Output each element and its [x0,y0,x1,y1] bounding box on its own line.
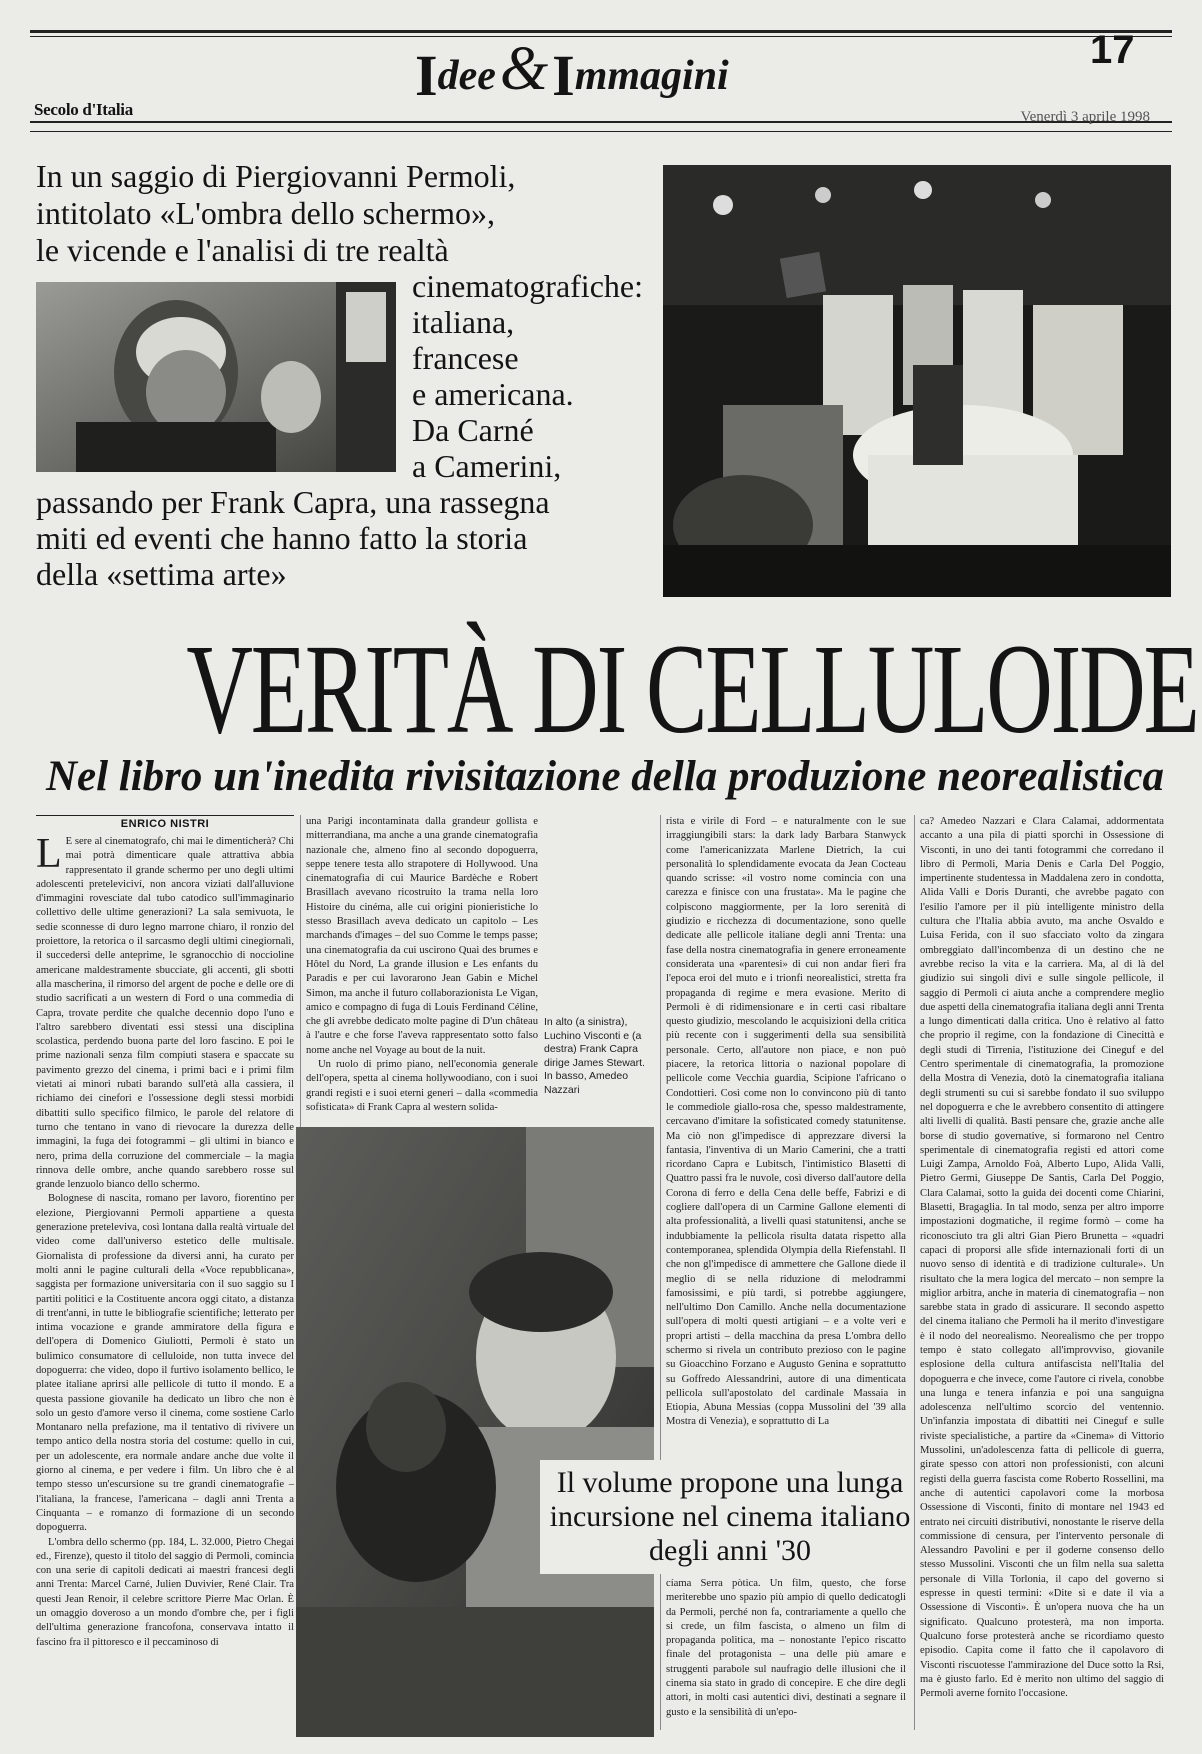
kicker-line: passando per Frank Capra, una rassegna [36,484,550,520]
masthead: Secolo d'Italia [34,100,133,119]
paragraph: E sere al cinematografo, chi mai le dimenticherà? Chi mai potrà dimenticare quale attrattiva abbia rappresentato il grande schermo per uno degli ultimi adolescenti preteleviciví, non ancora viziati dall'alluvione d'immagini rovesciate dal tubo catodico sull'immaginario collettivo delle ultime generazioni? La sala semivuota, le sedie sconnesse di duro legno marrone chiaro, il ronzio del proiettore, la retorica o il sarcasmo degli ultimi cinegiornali, il succedersi delle anteprime, le sgranocchio di noccioline americane maldestramente sbucciate, gli accenti, gli sbotti alla mascherina, il rimorso del argent de poche e delle ore di studio sacrificati a un western di Ford o una commedia di Capra, trovate perdite che qualche decennio dopo l'uno e l'altro sarebbero diventati essi stessi una disciplina scolastica, perdendo buona parte del loro fascino. E poi le prime nazionali senza film compiuti stasera e spaccate su pavimento grezzo del cinema, i primi baci e i primi film vietati ai minori rubati barando sull'età alla cassiera, il richiamo dei cinefori e l'ossessione degli stessi morbidi dibattiti sullo specifico filmico, le parole del relatore di turno che tentano in vano di rievocare la durezza delle immagini, la fuga dei fotogrammi – gli ultimi in bianco e nero, prima della corruzione del commerciale – la magia rinnova delle ombre, anche quando sarebbero rosse sul grande lenzuolo bianco dello schermo. [36,836,294,1191]
paragraph: cíama Serra pòtica. Un film, questo, che forse meriterebbe uno spazio più ampio di quello dedicatogli da Permoli, perché non fa, contrariamente a quello che si crede, un film fascista, o almeno un film di propaganda politica, ma – nonostante l'epico riscatto finale del protagonista – una delle più amare e struggenti parabole sul naufragio delle illusioni che il cinema sia stato in grado di concepire. E che dire degli attori, in molti casi autentici divi, destinati a segnare il gusto e la sensibilità di un'epo- [666,1578,906,1718]
kicker-line: miti ed eventi che hanno fatto la storia [36,520,528,556]
kicker-line: In un saggio di Piergiovanni Permoli, [36,158,516,194]
paragraph: ca? Amedeo Nazzari e Clara Calamai, addormentata accanto a una pila di piatti sporchi in Ossessione di Visconti, in uno dei tanti fotogrammi che corredano il libro di Permoli, Maria Denis e Carla Del Poggio, impertinente studentessa in Maddalena zero in condotta, Alida Valli e Doris Duranti, che avrebbe pagato con l'esilio l'amore per il più intelligente ministro della cultura che l'Italia abbia avuto, ma anche Osvaldo e Luisa Ferida, con il suo sfacciato volto da zingara ombreggiato dall'incombenza di un destino che ne avrebbe reciso la vita e la carriera. Ma, al di là del giudizio sui singoli divi e sulle singole pellicole, il saggio di Permoli ci aiuta anche a comprendere meglio due aspetti della cinematografia italiana degli anni Trenta a lungo dimenticati dalla critica. Uno è relativo al fatto che proprio il regime, con la fondazione di Cinecittà e degli studi di Tirrenia, l'istituzione dei Cineguf e del Centro sperimentale di cinematografia, la promozione della Mostra di Venezia, dotò la cinematografia italiana degli strumenti su cui si sarebbe fondato il suo sviluppo nel dopoguerra e che le avrebbero consentito di attingere alti livelli di qualità. Basti pensare che, grazie anche alle borse di studio governative, si formarono nel Centro sperimentale di cinematografia registi ed attori come Luigi Zampa, Arnoldo Foà, Alberto Lupo, Alida Valli, Pietro Germi, Giuseppe De Santis, Carla Del Poggio, Clara Calamai, sotto la guida dei docenti come Chiarini, Blasetti, Bragaglia. In tal modo, senza per altro imporre impostazioni dogmatiche, il regime formò – come ha riconosciuto tra gli altri Gian Piero Brunetta – «quadri capaci di proporsi alle sfide internazionali forti di un nuovo senso di identità e di tradizione culturale». Un risultato che la mera logica del mercato – non sempre la miglior arbitra, anche in materia di cinematografia – non sarebbe stata in grado di assicurare. Il secondo aspetto del cinema italiano che Permoli ha il merito d'investigare è il nodo del neorealismo. Neorealismo che per troppo tempo è stato collegato all'improvviso, giovanile esplosione della cultura antifascista nell'Italia del dopoguerra e che invece, come l'autore ci rivela, conobbe una lunga e tenera infanzia e poi una sanguigna adolescenza nell'ultimo scorcio del ventennio. Un'infanzia impostata di dibattiti nei Cineguf e sulle riviste specialistiche, a partire da «Cinema» di Vittorio Mussolini, un'adolescenza fatta di pellicole di guerra, girate spesso con attori non professionisti, con alcuni registi della guerra fascista come Roberto Rossellini, ma anche di autentici capolavori come la morbosa Ossessione di Visconti, finito di montare nel 1943 ed entrato nei circuiti distributivi, nonostante le riserve della commissione di censura, per l'intervento personale di Alessandro Pavolini e per il goderne consenso dello stesso Mussolini. Visconti che un film nella sua saletta personale di Villa Torlonia, il capo del governo si espresse in questi termini: «Dite sì e date il via a Ossessione di Visconti». È un'opera nuova che ha un significato. Qualcuno protesterà, ma non importa. Qualcuno forse protesterà anche se ricordiamo questo episodio. Capita come il fatto che il capolavoro di Visconti riscuotesse l'ammirazione del Duce sotto la Rsi, ma è giusto farlo. Ed è merito non ultimo del saggio di Permoli averne fornito l'occasione. [920,816,1164,1700]
kicker-line: a Camerini, [412,448,562,484]
capra-set-photo [663,165,1171,597]
body-column-2 [306,815,538,1113]
masthead-rule-2 [30,131,1172,132]
paragraph: rista e virile di Ford – e naturalmente con le sue irraggiungibili stars: la dark lady Barbara Stanwyck come l'americanizzata Marlene Dietrich, la cui personalità lo splendidamente evocata da Jean Cocteau quando scrisse: «il vostro nome comincia con una carezza e finisce con una frustata». Ma le pagine che colpiscono maggiormente, per la loro serenità di giudizio e ricchezza di documentazione, sono quelle dedicate alle pellicole italiane degli anni Trenta: una fase della nostra cinematografia in genere erroneamente considerata una «parentesi» di cui non andar fieri fra l'epoca eroi del muto e i trionfi neorealistici, stretta fra propaganda di regime e mera evasione. Merito di Permoli è di ridimensionare e in certi casi ribaltare questo giudizio, mescolando le acquisizioni della critica più recente con i suggerimenti della sua sensibilità personale. Certo, all'autore non piace, e non può piacere, la retorica littoria o nazional popolare di pellicole come Vecchia guardia, Scipione l'africano o Condottieri. Così come non lo convincono più di tanto le commediole giallo-rosa che, spesso maldestramente, cercavano d'imitare la sofisticated comedy statunitense. Ma ciò non gl'impedisce di apprezzare diversi la fantasia, l'inventiva di un Mario Camerini, che a tratti ricordano Capra e Lubitsch, l'intimistico Blasetti di Quattro passi fra le nuvole, così diverso dall'autore della Corona di ferro e della Cena delle beffe, Fabrizi e di cogliere dall'opera di un Carmine Gallone elementi di alta professionalità, a livelli quasi statunitensi, anche se indubbiamente la pellicola risulta datata rispetto alla contemporanea, splendida Olympia della Riefenstahl. Il che non gl'impedisce di ammettere che Gallone diede il meglio di se nella riduzione di melodrammi famosissimi, e più tardi, si potrebbe aggiungere, nell'ultimo Don Camillo. Anche nella documentazione sull'opera di molti questi artigiani – e a volte veri e propri artisti – della macchina da presa L'ombra dello schermo si rivela un contributo prezioso con le pagine su Gioacchino Forzano e Augusto Genina e soprattutto su Goffredo Alessandrini, autore di una dimenticata pellicola sull'apostolato del cardinale Massaia in Etiopia, Abuna Messias (coppa Mussolini del '39 alla Mostra di Venezia), e soprattutto di La [666,816,906,1428]
paragraph: Bolognese di nascita, romano per lavoro, fiorentino per elezione, Piergiovanni Permoli appartiene a questa generazione preteleviva, così lontana dalla realtà virtuale del video come dall'universo estetico delle multisale. Giornalista di professione da diversi anni, ha curato per molti anni le pagine culturali della «Voce repubblicana», saggista per formazione universitaria con il suo saggio su I partiti politici e la Costituente ancora oggi citato, a distanza di trent'anni, in tutte le bibliografie scientifiche; letterato per intima vocazione e grande ammiratore della figura e dell'opera di Domenico Giuliotti, Permoli è stato un bulimico consumatore di celluloide, non tutta invece del dopoguerra: che video, dopo il furtivo isolamento bellico, le platee italiane aprirsi alle pellicole di tutto il mondo. E a questa passione giovanile ha dedicato un libro che non è solo un gesto d'amore verso il cinema, come sostiene Carlo Montanaro nella prefazione, ma il tentativo di rivivere un tempo antico della nostra storia del costume: quello in cui, per un adolescente, era normale andare anche due volte il giorno al cinema, e per vedere i film. Un libro che è al tempo stesso un'escursione su tre grandi cinematografie – l'italiana, la francese, l'americana – dagli anni Trenta a Cinquanta – e romanzo di formazione di un secondo dopoguerra. [36,1193,294,1534]
deck: Nel libro un'inedita rivisitazione della produzione neorealistica [45,753,1165,800]
kicker-line: le vicende e l'analisi di tre realtà [36,232,449,268]
kicker-line: e americana. [412,376,574,412]
body-column-3-continued [666,1577,906,1735]
issue-date: Venerdì 3 aprile 1998 [1020,109,1150,125]
page-number: 17 [1090,28,1135,72]
pull-quote: Il volume propone una lunga incursione nel cinema italiano degli anni '30 [540,1460,920,1574]
paragraph: una Parigi incontaminata dalla grandeur gollista e mitterrandiana, ma anche a una grande cinematografia nazionale che, almeno fino al secondo dopoguerra, seppe tenere testa allo strapotere di Hollywood. Una cinematografia di cui Maurice Bardèche e Robert Brasillach avevano ricostruito la trama nella loro Histoire du cinéma, alle cui origini pionieristiche lo stesso Brasillach aveva dedicato un capitolo – Les marchands d'images – del suo Comme le temps passe; una cinematografia da cui uscirono Quai des brumes e Hôtel du Nord, La grande illusion e Les enfants du Paradis e per cui lavorarono Jean Gabin e Michel Simon, ma anche il futuro collaborazionista Le Vigan, amico e compagno di fuga di Louis Ferdinand Céline, che gli avrebbe dedicato molte pagine di D'un château à l'autre e che forse l'aveva rappresentato sotto falso nome anche nel Voyage au bout de la nuit. [306,816,538,1056]
nazzari-photo [296,1127,654,1737]
drop-cap: L [36,831,62,877]
section-ampersand: & [499,35,549,103]
kicker-line: cinematografiche: [412,268,643,304]
paragraph: L'ombra dello schermo (pp. 184, L. 32.000, Pietro Chegai ed., Firenze), questo il titolo del saggio di Permoli, comincia con una serie di capitoli dedicati ai maestri francesi degli anni Trenta: Marcel Carné, Julien Duvivier, René Clair. Tra questi Jean Renoir, il celebre scrittore Pierre Mac Orlan. È un omaggio doveroso a un mondo d'ombre che, per i figli dell'ultima generazione francofona, conservava intatto il fascino fra il pittoresco e il peccaminoso di [36,1536,294,1648]
section-word-2: mmagini [574,53,729,99]
body-column-4 [920,815,1164,1730]
body-column-3 [666,815,906,1455]
kicker-line: intitolato «L'ombra dello schermo», [36,195,495,231]
visconti-photo [36,282,396,472]
headline: VERITÀ DI CELLULOIDE [186,618,1198,760]
section-title [415,34,795,108]
section-initial-1: I [415,43,438,108]
kicker-line: italiana, [412,304,515,340]
kicker-line: francese [412,340,519,376]
column-divider [914,815,915,1730]
top-rule [30,30,1172,33]
kicker-line: della «settima arte» [36,556,287,592]
column-divider [660,815,661,1730]
paragraph: Un ruolo di primo piano, nell'economia generale dell'opera, spetta al cinema hollywoodiano, con i suoi grandi registi e i suoi eterni generi – dalla «commedia sofisticata» di Frank Capra al western solida- [306,1059,538,1113]
kicker-line: Da Carné [412,412,534,448]
body-column-1 [36,831,294,1730]
section-initial-2: I [552,43,575,108]
byline: ENRICO NISTRI [36,815,294,830]
photo-caption: In alto (a sinistra), Luchino Visconti e (a destra) Frank Capra dirige James Stewart. In basso, Amedeo Nazzari [544,1016,645,1096]
section-word-1: dee [437,53,496,99]
